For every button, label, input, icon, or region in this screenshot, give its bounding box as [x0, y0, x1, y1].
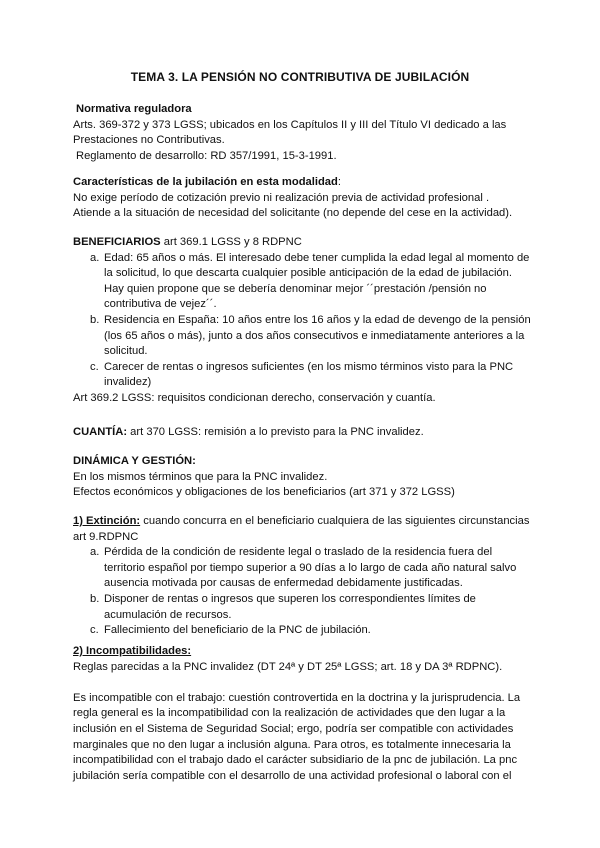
list-item: [73, 251, 533, 313]
dinamica-heading: DINÁMICA Y GESTIÓN:: [73, 455, 196, 467]
list-item: [73, 360, 533, 391]
list-item: [73, 545, 533, 592]
cuantia-heading: CUANTÍA:: [73, 426, 128, 438]
dinamica-line-2: Efectos económicos y obligaciones de los beneficiarios (art 371 y 372 LGSS): [73, 486, 455, 499]
list-item: [73, 313, 533, 360]
list-item-text: Fallecimiento del beneficiario de la PNC de jubilación.: [104, 624, 371, 637]
list-item: [73, 623, 533, 639]
dinamica-line-1: En los mismos términos que para la PNC invalidez.: [73, 470, 328, 483]
cuantia-text: art 370 LGSS: remisión a lo previsto para la PNC invalidez.: [127, 426, 424, 438]
extincion-section: [73, 514, 533, 639]
extincion-list: [73, 545, 533, 639]
incompatibilidades-paragraph: Es incompatible con el trabajo: cuestión controvertida en la doctrina y la jurisprudencia. La regla general es la incompatibilidad con la realización de actividades que den lugar a la inclusión en el Sistema de Seguridad Social; ergo, podría ser compatible con actividades marginales que no den lugar a inclusión alguna. Para otros, es totalmente innecesaria la incompatibilidad con el trabajo dado el carácter subsidiario de la pnc de jubilación. La pnc jubilación sería compatible con el desarrollo de una actividad profesional o laboral con el: [73, 691, 521, 782]
beneficiarios-heading: BENEFICIARIOS: [73, 236, 161, 248]
list-marker: b.: [90, 313, 100, 326]
dinamica-section: [73, 454, 533, 501]
list-item-text: Edad: 65 años o más. El interesado debe tener cumplida la edad legal al momento de la solicitud, lo que descarta cualquier posible anticipación de la edad de jubilación. Hay quien propone que se debería denominar mejor ´´prestación /pensión no contributiva de vejez´´.: [104, 251, 530, 311]
list-marker: c.: [90, 360, 99, 373]
cuantia-section: [73, 425, 533, 441]
list-marker: a.: [90, 251, 100, 264]
beneficiarios-list: [73, 251, 533, 391]
extincion-text: cuando concurra en el beneficiario cualquiera de las siguientes circunstancias art 9.RDPNC: [73, 515, 530, 543]
caracteristicas-line-2: Atiende a la situación de necesidad del solicitante (no depende del cese en la actividad).: [73, 207, 513, 220]
list-item: [73, 592, 533, 623]
list-item-text: Residencia en España: 10 años entre los 16 años y la edad de devengo de la pensión (los 65 años o más), junto a dos años consecutivos e inmediatamente anteriores a la solicitud.: [104, 313, 531, 358]
list-marker: c.: [90, 624, 99, 637]
list-marker: b.: [90, 592, 100, 605]
incompatibilidades-section: [73, 644, 533, 784]
beneficiarios-footer: Art 369.2 LGSS: requisitos condicionan derecho, conservación y cuantía.: [73, 391, 436, 404]
normativa-line-1: Arts. 369-372 y 373 LGSS; ubicados en los Capítulos II y III del Título VI dedicado a las Prestaciones no Contributivas.: [73, 118, 507, 147]
list-item-text: Pérdida de la condición de residente legal o traslado de la residencia fuera del territorio español por tiempo superior a 90 días a lo largo de cada año natural salvo ausencia motivada por causas de enfermedad debidamente justificadas.: [104, 546, 517, 590]
list-item-text: Disponer de rentas o ingresos que superen los correspondientes límites de acumulación de recursos.: [104, 592, 476, 621]
list-marker: a.: [90, 546, 100, 559]
beneficiarios-ref: art 369.1 LGSS y 8 RDPNC: [160, 236, 302, 248]
caracteristicas-colon: :: [337, 176, 341, 188]
list-item-text: Carecer de rentas o ingresos suficientes (en los mismo términos visto para la PNC invalidez): [104, 360, 514, 389]
caracteristicas-section: [73, 175, 533, 222]
incompatibilidades-heading: 2) Incompatibilidades:: [73, 645, 192, 657]
normativa-heading: Normativa reguladora: [76, 103, 192, 115]
extincion-heading: 1) Extinción:: [73, 515, 141, 527]
page-title: TEMA 3. LA PENSIÓN NO CONTRIBUTIVA DE JUBILACIÓN: [130, 70, 470, 84]
caracteristicas-line-1: No exige período de cotización previo ni realización previa de actividad profesional .: [73, 191, 490, 204]
normativa-section: [73, 102, 533, 164]
normativa-line-2: Reglamento de desarrollo: RD 357/1991, 15-3-1991.: [76, 149, 337, 162]
beneficiarios-section: [73, 235, 533, 407]
caracteristicas-heading: Características de la jubilación en esta modalidad: [73, 176, 338, 188]
incompatibilidades-line-1: Reglas parecidas a la PNC invalidez (DT 24ª y DT 25ª LGSS; art. 18 y DA 3ª RDPNC).: [73, 660, 503, 673]
